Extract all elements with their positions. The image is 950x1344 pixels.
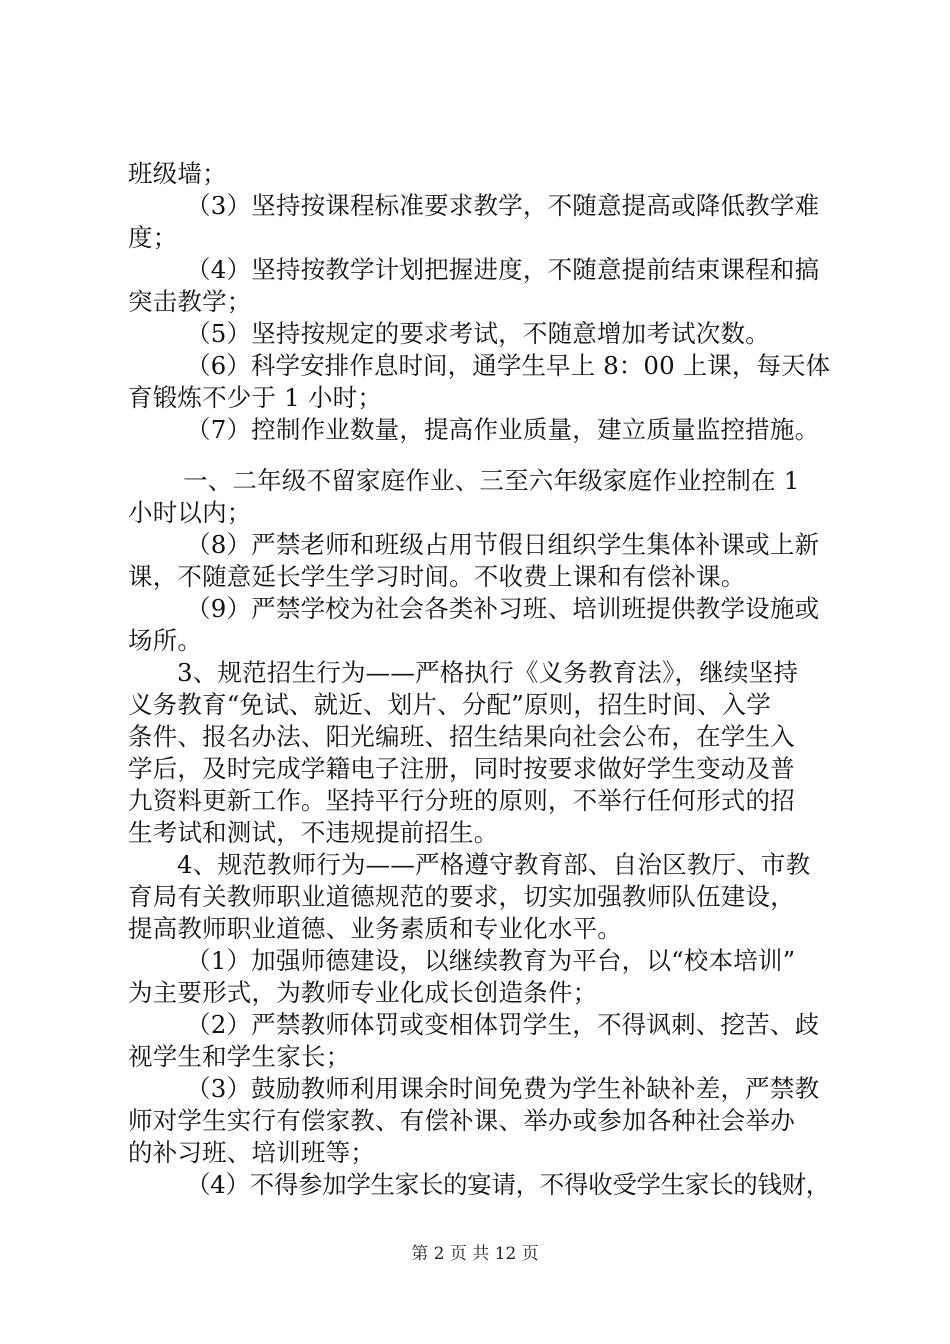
text-line: 课，不随意延长学生学习时间。不收费上课和有偿补课。 xyxy=(128,562,746,591)
text-line: 视学生和学生家长； xyxy=(128,1042,351,1071)
text-line: 学后，及时完成学籍电子注册，同时按要求做好学生变动及普 xyxy=(128,754,795,783)
text-line: 育局有关教师职业道德规范的要求，切实加强教师队伍建设， xyxy=(128,882,795,911)
text-line: 义务教育“免试、就近、划片、分配”原则，招生时间、入学 xyxy=(128,690,771,719)
text-line: 条件、报名办法、阳光编班、招生结果向社会公布，在学生入 xyxy=(128,722,795,751)
text-line: 班级墙； xyxy=(128,159,227,188)
text-line: （4）坚持按教学计划把握进度，不随意提前结束课程和搞 xyxy=(186,255,820,284)
text-line: 育锻炼不少于 1 小时； xyxy=(128,383,383,412)
text-line: 场所。 xyxy=(128,626,203,655)
text-line: （9）严禁学校为社会各类补习班、培训班提供教学设施或 xyxy=(186,594,820,623)
text-line: （5）坚持按规定的要求考试，不随意增加考试次数。 xyxy=(186,319,770,348)
text-line: （3）鼓励教师利用课余时间免费为学生补缺补差，严禁教 xyxy=(186,1074,820,1103)
text-line: （2）严禁教师体罚或变相体罚学生，不得讽刺、挖苦、歧 xyxy=(186,1010,820,1039)
text-line: 4、规范教师行为——严格遵守教育部、自治区教厅、市教 xyxy=(177,850,811,879)
text-line: 为主要形式，为教师专业化成长创造条件； xyxy=(128,978,598,1007)
text-line: （4）不得参加学生家长的宴请，不得收受学生家长的钱财， xyxy=(186,1170,830,1199)
text-line: （7）控制作业数量，提高作业质量，建立质量监控措施。 xyxy=(186,415,820,444)
text-line: （1）加强师德建设，以继续教育为平台，以“校本培训” xyxy=(186,946,796,975)
text-line: 提高教师职业道德、业务素质和专业化水平。 xyxy=(128,914,622,943)
text-line: 九资料更新工作。坚持平行分班的原则，不举行任何形式的招 xyxy=(128,786,795,815)
text-line: （6）科学安排作息时间，通学生早上 8：00 上课，每天体 xyxy=(186,351,831,380)
text-line: 的补习班、培训班等； xyxy=(128,1138,375,1167)
text-line: 小时以内； xyxy=(128,498,252,527)
text-line: 突击教学； xyxy=(128,287,252,316)
text-line: 一、二年级不留家庭作业、三至六年级家庭作业控制在 1 xyxy=(183,466,800,495)
page-footer: 第 2 页 共 12 页 xyxy=(411,1244,539,1264)
text-line: （8）严禁老师和班级占用节假日组织学生集体补课或上新 xyxy=(186,530,820,559)
text-line: 师对学生实行有偿家教、有偿补课、举办或参加各种社会举办 xyxy=(128,1106,795,1135)
text-line: 度； xyxy=(128,223,178,252)
text-line: 3、规范招生行为——严格执行《义务教育法》，继续坚持 xyxy=(177,658,799,687)
text-line: 生考试和测试，不违规提前招生。 xyxy=(128,818,499,847)
text-line: （3）坚持按课程标准要求教学，不随意提高或降低教学难 xyxy=(186,191,820,220)
